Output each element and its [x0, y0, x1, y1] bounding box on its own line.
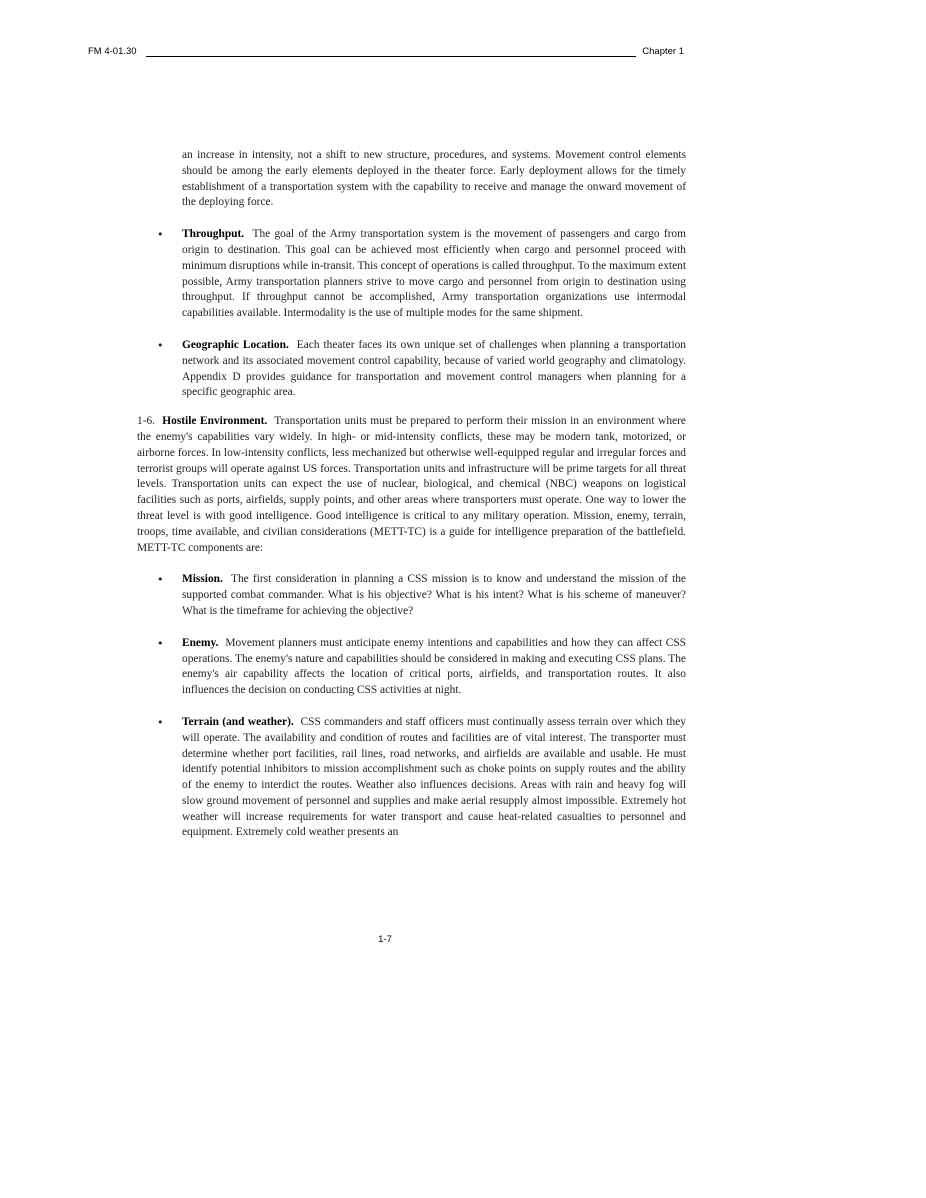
bullet-term: Throughput.: [182, 228, 245, 241]
manual-number: FM 4-01.30: [88, 46, 137, 57]
bullet-mission: [137, 572, 686, 619]
page-header: [88, 44, 684, 60]
page-body: [137, 148, 686, 841]
bullet-glyph: •: [157, 715, 164, 729]
bullet-term: Geographic Location.: [182, 338, 289, 351]
bullet-glyph: •: [157, 228, 164, 242]
section-hostile-environment: [137, 414, 686, 556]
bullet-term: Enemy.: [182, 636, 219, 649]
bullet-term: Terrain (and weather).: [182, 715, 294, 728]
section-term: Hostile Environment.: [162, 415, 268, 428]
bullet-text: Movement planners must anticipate enemy intentions and capabilities and how they can affect CSS operations. The enemy's nature and capabilities should be considered in making and executing CSS plans. The enemy's air capability affects the location of critical ports, airfields, and transportation routes. It also influences the decision on conducting CSS activities at night.: [182, 636, 687, 697]
bullet-glyph: •: [157, 338, 164, 352]
bullet-text: The goal of the Army transportation system is the movement of passengers and cargo from origin to destination. This goal can be achieved most efficiently when cargo and personnel proceed with minimum disruptions while in-transit. This concept of operations is called throughput. To the maximum extent possible, Army transportation planners strive to move cargo and personnel from origin to destination using throughput. If throughput cannot be accomplished, Army transportation organizations use intermodal capabilities available. Intermodality is the use of multiple modes for the same shipment.: [182, 228, 686, 320]
bullet-enemy: [137, 636, 686, 699]
bullet-terrain: [137, 715, 686, 841]
bullet-glyph: •: [157, 573, 164, 587]
section-number: 1-6.: [137, 415, 156, 428]
bullet-geographic-location: [137, 338, 686, 401]
bullet-glyph: •: [157, 636, 164, 650]
intro-paragraph: an increase in intensity, not a shift to new structure, procedures, and systems. Movement control elements should be among the early elements deployed in the theater force. Early deployment allows for the timely establishment of a transportation system with the capability to receive and manage the onward movement of the deploying force.: [182, 149, 686, 209]
page-number: 1-7: [378, 934, 392, 945]
bullet-text: Each theater faces its own unique set of challenges when planning a transportation network and its associated movement control capability, because of varied world geography and climatology. Appendix D provides guidance for transportation and movement control managers when planning for a specific geographic area.: [182, 338, 687, 399]
header-rule: [146, 56, 636, 57]
bullet-text: The first consideration in planning a CSS mission is to know and understand the mission of the supported combat commander. What is his objective? What is his intent? What is his scheme of maneuver? What is the timeframe for achieving the objective?: [182, 573, 686, 617]
bullet-term: Mission.: [182, 573, 223, 586]
chapter-label: Chapter 1: [642, 46, 684, 57]
section-text: Transportation units must be prepared to perform their mission in an environment where the enemy's capabilities vary widely. In high- or mid-intensity conflicts, these may be modern tank, motorized, or airborne forces. In low-intensity conflicts, less mechanized but otherwise well-equipped regular and irregular forces and terrorist groups will operate against US forces. Transportation units and infrastructure will be prime targets for all threat levels. Transportation units can expect the use of nuclear, biological, and chemical (NBC) weapons on logistical facilities such as ports, airfields, supply points, and other areas where transporters must operate. One way to lower the threat level is with good intelligence. Good intelligence is critical to any military operation. Mission, enemy, terrain, troops, time available, and civilian considerations (METT-TC) is a guide for intelligence preparation of the battlefield. METT-TC components are:: [137, 415, 686, 554]
bullet-text: CSS commanders and staff officers must continually assess terrain over which they will operate. The availability and condition of routes and facilities are of vital interest. The transporter must determine whether port facilities, rail lines, road networks, and airfields are available and usable. He must identify potential inhibitors to mission accomplishment such as choke points on supply routes and the ability of the enemy to interdict the routes. Weather also influences decisions. Areas with rain and heavy fog will slow ground movement of personnel and supplies and make aerial resupply almost impossible. Extremely hot weather will increase requirements for water transport and cause heat-related casualties to personnel and equipment. Extremely cold weather presents an: [182, 715, 686, 839]
bullet-throughput: [137, 227, 686, 322]
